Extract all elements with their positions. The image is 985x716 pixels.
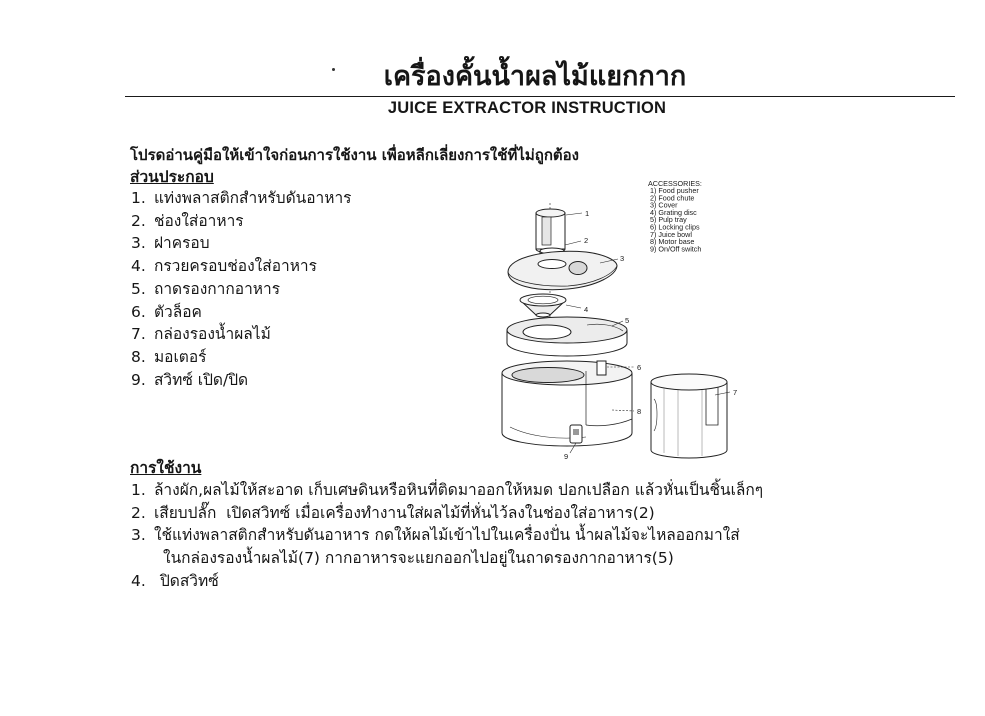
parts-item-number: 9. <box>131 370 146 389</box>
parts-item <box>131 255 352 278</box>
usage-step <box>131 479 763 502</box>
read-manual-notice: โปรดอ่านคู่มือให้เข้าใจก่อนการใช้งาน เพื่อหลีกเลี่ยงการใช้ที่ไม่ถูกต้อง <box>130 146 579 164</box>
usage-step-number: 4. <box>131 571 146 590</box>
accessory-item: 5) Pulp tray <box>650 215 687 225</box>
parts-item-label: ตัวล็อค <box>153 302 202 321</box>
usage-step-text: เสียบปลั๊ก เปิดสวิทซ์ เมื่อเครื่องทำงานใส่ผลไม้ที่หั่นไว้ลงในช่องใส่อาหาร(2) <box>153 503 655 522</box>
callout-number: 2 <box>584 236 589 245</box>
parts-item-number: 2. <box>131 211 146 230</box>
usage-step-text: ใช้แท่งพลาสติกสำหรับดันอาหาร กดให้ผลไม้เข้าไปในเครื่องปั่น น้ำผลไม้จะไหลออกมาใส่ <box>153 526 740 545</box>
accessory-item: 7) Juice bowl <box>650 229 692 239</box>
parts-item-label: ช่องใส่อาหาร <box>153 211 244 230</box>
document-title-english: JUICE EXTRACTOR INSTRUCTION <box>387 99 667 117</box>
callout-number: 9 <box>564 452 569 461</box>
parts-item <box>131 210 352 233</box>
usage-step <box>131 570 763 593</box>
accessory-item: 1) Food pusher <box>650 186 699 195</box>
accessories-heading: ACCESSORIES: <box>648 179 702 188</box>
pulp-tray-part <box>507 316 630 356</box>
usage-step-continuation: ในกล่องรองน้ำผลไม้(7) กากอาหารจะแยกออกไปอยู่ในถาดรองกากอาหาร(5) <box>163 549 674 568</box>
parts-item-label: แท่งพลาสติกสำหรับดันอาหาร <box>153 189 352 207</box>
juicer-exploded-diagram <box>490 175 755 465</box>
food-pusher-part <box>536 209 565 253</box>
accessory-item: 6) Locking clips <box>650 222 700 232</box>
usage-step <box>131 502 763 525</box>
parts-heading: ส่วนประกอบ <box>130 168 214 186</box>
parts-item <box>131 346 352 369</box>
callout-number: 6 <box>637 363 642 372</box>
parts-item-label: ฝาครอบ <box>153 234 210 253</box>
locking-clip <box>597 361 606 375</box>
parts-item <box>131 369 352 392</box>
usage-step-number: 1. <box>131 481 146 499</box>
usage-step-number: 3. <box>131 526 146 545</box>
callout-number: 4 <box>584 305 589 314</box>
callout-number: 7 <box>733 388 738 397</box>
usage-step-text: ล้างผัก,ผลไม้ให้สะอาด เก็บเศษดินหรือหินที่ติดมาออกให้หมด ปอกเปลือก แล้วหั่นเป็นชิ้นเล็กๆ <box>153 481 764 499</box>
parts-item-number: 3. <box>131 234 146 253</box>
title-rule <box>125 96 955 97</box>
accessory-item: 9) On/Off switch <box>650 244 702 254</box>
document-title-thai: เครื่องคั้นน้ำผลไม้แยกกาก <box>383 61 687 92</box>
parts-item <box>131 301 352 324</box>
switch-knob <box>573 429 579 435</box>
grating-disc-part <box>520 294 566 317</box>
parts-item-number: 1. <box>131 189 146 207</box>
callout-number: 1 <box>585 209 590 218</box>
parts-item-label: มอเตอร์ <box>153 347 207 366</box>
usage-steps-list <box>131 479 763 593</box>
juice-bowl-part <box>651 374 727 458</box>
parts-list <box>131 187 352 391</box>
parts-item-label: สวิทซ์ เปิด/ปิด <box>153 370 249 389</box>
callout-number: 5 <box>625 316 630 325</box>
parts-item <box>131 232 352 255</box>
cover-part <box>508 251 617 289</box>
parts-item-number: 8. <box>131 347 146 366</box>
callout-number: 3 <box>620 254 625 263</box>
parts-item-number: 6. <box>131 302 146 321</box>
usage-heading: การใช้งาน <box>130 459 202 477</box>
accessory-item: 3) Cover <box>650 200 678 210</box>
parts-item-number: 4. <box>131 257 146 276</box>
accessory-item: 4) Grating disc <box>650 207 697 217</box>
parts-item <box>131 323 352 346</box>
accessory-item: 2) Food chute <box>650 193 695 203</box>
motor-base-part <box>502 361 632 446</box>
usage-step-number: 2. <box>131 503 146 522</box>
parts-item-number: 5. <box>131 279 146 298</box>
parts-item <box>131 187 352 210</box>
parts-item-label: กล่องรองน้ำผลไม้ <box>153 325 271 344</box>
usage-step-text: ปิดสวิทซ์ <box>159 571 219 590</box>
callout-number: 8 <box>637 407 642 416</box>
accessory-item: 8) Motor base <box>650 237 695 247</box>
parts-item-label: กรวยครอบช่องใส่อาหาร <box>153 257 317 276</box>
parts-item <box>131 278 352 301</box>
usage-step <box>131 524 763 547</box>
parts-item-number: 7. <box>131 325 146 344</box>
parts-item-label: ถาดรองกากอาหาร <box>153 279 281 298</box>
